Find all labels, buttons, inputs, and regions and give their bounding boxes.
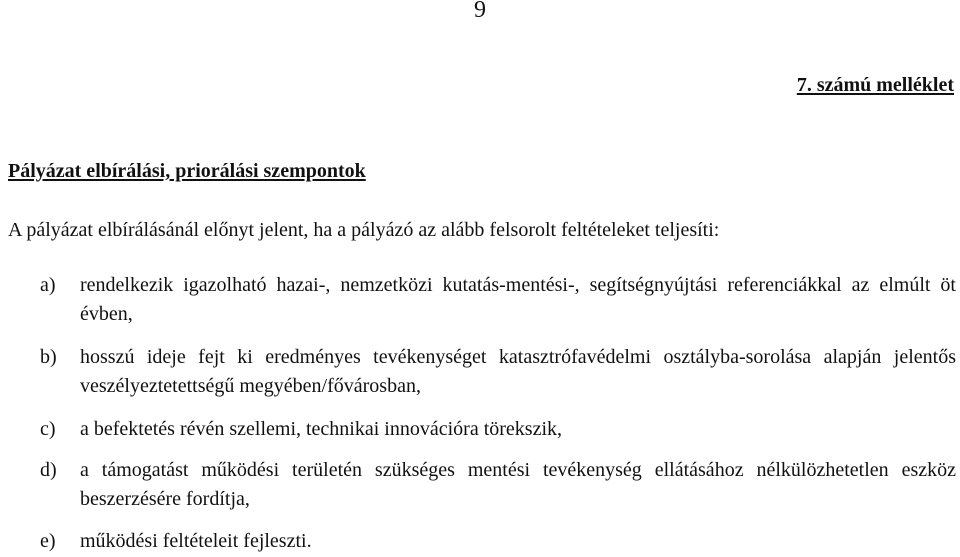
criterion-a-text: rendelkezik igazolható hazai-, nemzetközi kutatás-mentési-, segítségnyújtási referenciákkal az elmúlt öt évben, <box>80 274 956 325</box>
criterion-c-marker: c) <box>40 418 56 440</box>
criterion-e-text: működési feltételeit fejleszti. <box>80 530 312 552</box>
intro-paragraph: A pályázat elbírálásánál előnyt jelent, ha a pályázó az alább felsorolt feltételeket teljesíti: <box>8 219 720 241</box>
criterion-b-text: hosszú ideje fejt ki eredményes tevékenységet katasztrófavédelmi osztályba-sorolása alapján jelentős veszélyeztetettségű megyében/fővárosban, <box>80 346 956 397</box>
annex-label: 7. számú melléklet <box>796 74 954 96</box>
criterion-c-text: a befektetés révén szellemi, technikai innovációra törekszik, <box>80 418 563 440</box>
criterion-e <box>40 527 956 556</box>
criterion-b <box>40 343 956 400</box>
page-number: 9 <box>474 0 486 23</box>
criterion-c <box>40 415 956 444</box>
criterion-b-marker: b) <box>40 346 57 368</box>
criterion-d <box>40 456 956 513</box>
criterion-d-marker: d) <box>40 459 57 481</box>
criterion-e-marker: e) <box>40 530 56 552</box>
criterion-a <box>40 271 956 328</box>
section-title: Pályázat elbírálási, priorálási szempontok <box>8 160 366 182</box>
criterion-d-text: a támogatást működési területén szükséges mentési tevékenység ellátásához nélkülözhetetlen eszköz beszerzésére fordítja, <box>80 459 956 510</box>
criterion-a-marker: a) <box>40 274 56 296</box>
